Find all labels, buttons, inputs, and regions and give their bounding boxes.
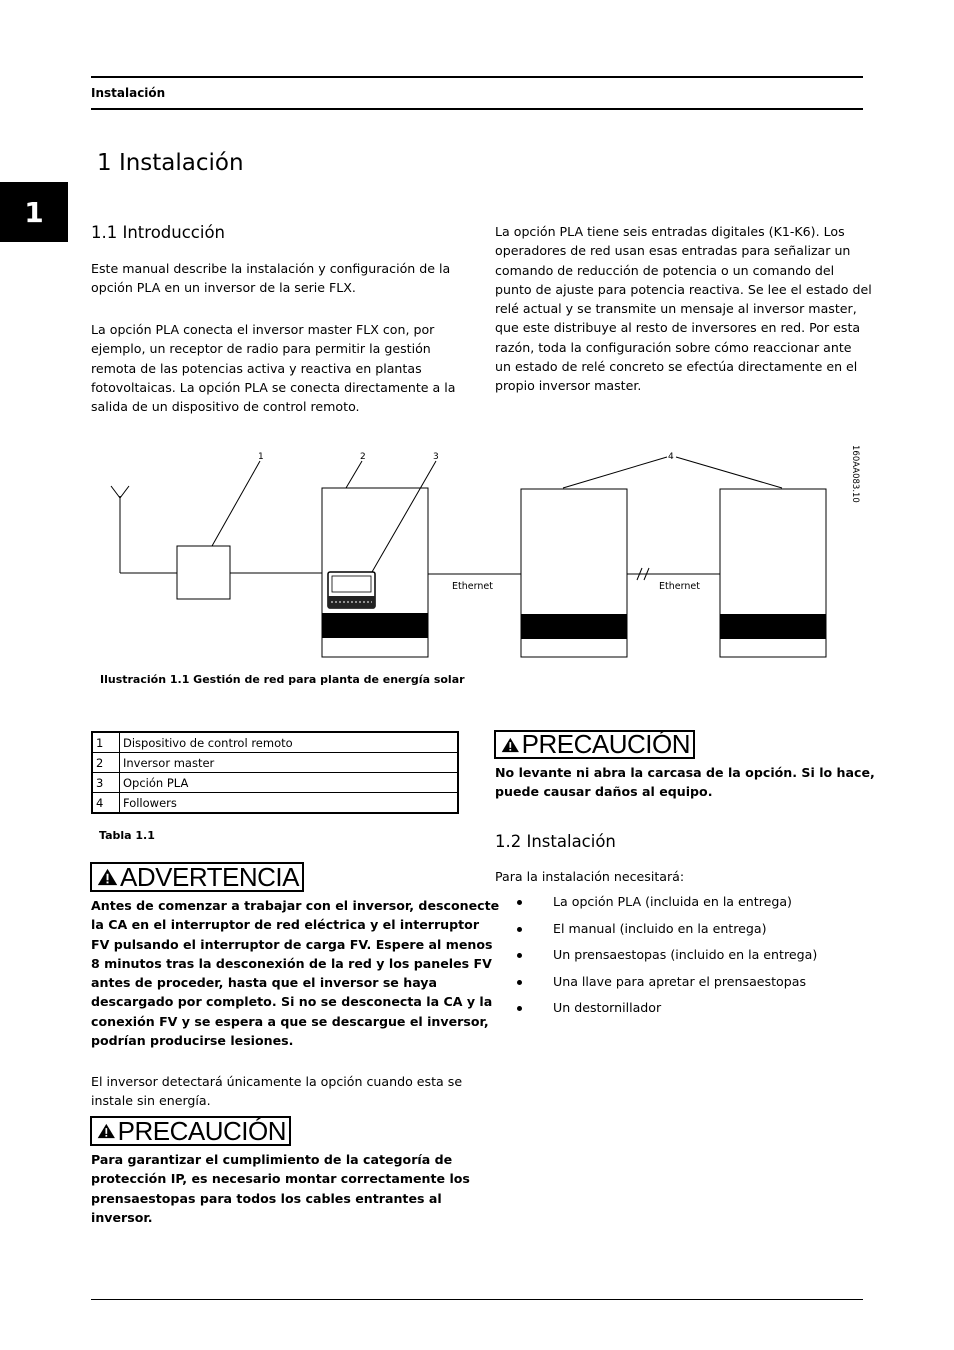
table-cell-num: 4 <box>92 793 120 814</box>
table-cell-text: Followers <box>120 793 459 814</box>
chapter-tab: 1 <box>0 182 68 242</box>
warning-triangle-icon <box>97 866 118 888</box>
callout-line-2 <box>346 461 362 488</box>
follower-inverter-2 <box>720 489 826 657</box>
bullet-icon <box>517 900 522 905</box>
caution-label-box-right <box>494 730 695 759</box>
figure-code: 160AA083.10 <box>850 445 860 503</box>
antenna-icon <box>111 486 129 573</box>
warning-triangle-icon <box>97 1120 116 1142</box>
ethernet-label-1: Ethernet <box>452 581 493 592</box>
caution-text-right: No levante ni abra la carcasa de la opción. Si lo hace, puede causar daños al equipo. <box>495 765 875 800</box>
table-caption: Tabla 1.1 <box>99 829 155 842</box>
intro-right-paragraph: La opción PLA tiene seis entradas digitales (K1-K6). Los operadores de red usan esas entradas para señalizar un comando de reducción de potencia o un comando del punto de ajuste para potencia reactiva. Se lee el estado del relé actual y se transmite un mensaje al inversor master, que este distribuye al resto de inversores en red. Por esta razón, toda la configuración sobre cómo reaccionar ante un estado de relé concreto se efectúa directamente en el propio inversor master. <box>495 224 872 394</box>
callout-1: 1 <box>258 452 264 462</box>
warning-text: Antes de comenzar a trabajar con el inversor, desconecte la CA en el interruptor de red eléctrica y el interruptor FV pulsando el interruptor de carga FV. Espere al menos 8 minutos tras la desconexión de la red y los paneles FV antes de proceder, hasta que el inversor se haya descargado por completo. Si no se desconecta la CA y la conexión FV y se espera a que se descargue el inversor, podrían producirse lesiones. <box>91 898 500 1049</box>
warning-label-box <box>90 862 304 892</box>
table-cell-num: 3 <box>92 773 120 793</box>
table-cell-text: Inversor master <box>120 753 459 773</box>
caution-label-left: PRECAUCIÓN <box>117 1115 286 1146</box>
table-cell-text: Opción PLA <box>120 773 459 793</box>
table-row <box>92 793 458 814</box>
warning-label: ADVERTENCIA <box>120 861 299 892</box>
list-item: El manual (incluido en la entrega) <box>495 921 817 948</box>
follower-inverter-1 <box>521 489 627 657</box>
section-heading-introduccion: 1.1 Introducción <box>91 223 226 242</box>
list-item: Un destornillador <box>495 1000 817 1027</box>
header-top-rule <box>91 76 863 78</box>
caution-label-box-left <box>90 1116 291 1146</box>
caution-label-right: PRECAUCIÓN <box>521 729 690 759</box>
detect-note: El inversor detectará únicamente la opción cuando esta se instale sin energía. <box>91 1074 463 1109</box>
ethernet-label-2: Ethernet <box>659 581 700 592</box>
bullet-icon <box>517 953 522 958</box>
section-heading-instalacion: 1.2 Instalación <box>495 832 616 851</box>
table-row <box>92 732 458 753</box>
table-row <box>92 753 458 773</box>
bullet-icon <box>517 1006 522 1011</box>
caution-text-left: Para garantizar el cumplimiento de la categoría de protección IP, es necesario montar correctamente los prensaestopas para todos los cables entrantes al inversor. <box>91 1152 470 1225</box>
footer-rule <box>91 1299 863 1300</box>
chapter-title: 1 Instalación <box>97 150 244 176</box>
running-header: Instalación <box>91 86 166 100</box>
header-bottom-rule <box>91 108 863 110</box>
table-cell-num: 1 <box>92 732 120 753</box>
install-intro: Para la instalación necesitará: <box>495 869 685 884</box>
callout-line-4b <box>676 457 782 488</box>
bullet-icon <box>517 980 522 985</box>
callout-line-1 <box>212 461 260 546</box>
callout-2: 2 <box>360 452 366 462</box>
install-items-list <box>495 894 817 1027</box>
network-diagram <box>0 430 954 670</box>
table-cell-num: 2 <box>92 753 120 773</box>
callout-3: 3 <box>433 452 439 462</box>
list-item: La opción PLA (incluida en la entrega) <box>495 894 817 921</box>
pla-option-module <box>328 572 375 608</box>
callout-4: 4 <box>668 452 674 462</box>
table-cell-text: Dispositivo de control remoto <box>120 732 459 753</box>
remote-control-device <box>177 546 230 599</box>
legend-table <box>91 731 459 814</box>
table-row <box>92 773 458 793</box>
intro-paragraph-1: Este manual describe la instalación y configuración de la opción PLA en un inversor de la serie FLX. <box>91 261 451 296</box>
callout-line-4a <box>563 457 667 488</box>
intro-paragraph-2: La opción PLA conecta el inversor master FLX con, por ejemplo, un receptor de radio para permitir la gestión remota de las potencias activa y reactiva en plantas fotovoltaicas. La opción PLA se conecta directamente a la salida de un dispositivo de control remoto. <box>91 322 456 415</box>
list-item: Un prensaestopas (incluido en la entrega) <box>495 947 817 974</box>
bullet-icon <box>517 927 522 932</box>
figure-caption: Ilustración 1.1 Gestión de red para planta de energía solar <box>100 673 465 686</box>
warning-triangle-icon <box>501 734 520 756</box>
list-item: Una llave para apretar el prensaestopas <box>495 974 817 1001</box>
